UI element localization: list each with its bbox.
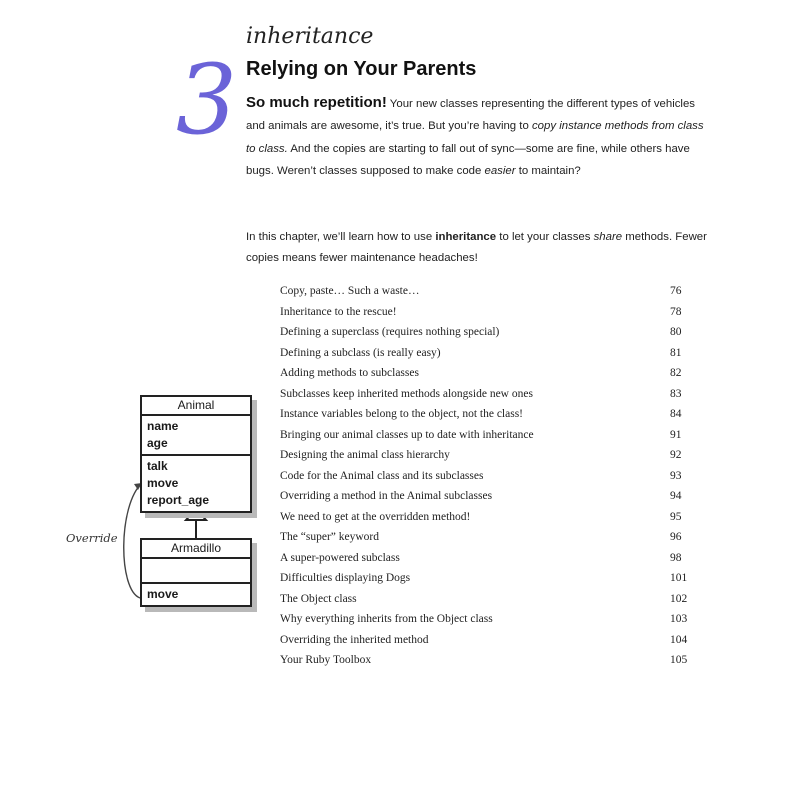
armadillo-methods (142, 584, 250, 605)
toc-entry-page: 95 (670, 510, 682, 523)
toc-entry-page: 82 (670, 367, 682, 379)
method: report_age (147, 493, 210, 507)
toc-entry[interactable] (280, 527, 700, 548)
intro-text: methods. Fewer copies means fewer maintenance headaches! (246, 231, 707, 264)
toc-entry-title: We need to get at the overridden method! (280, 510, 471, 523)
toc-entry[interactable] (280, 302, 700, 323)
animal-attributes (142, 416, 250, 456)
toc-entry-title: Inheritance to the rescue! (280, 305, 397, 318)
toc-entry-page: 94 (670, 490, 682, 502)
attribute: name (147, 419, 179, 433)
toc-entry-title: Your Ruby Toolbox (280, 654, 372, 666)
toc-entry[interactable] (280, 425, 700, 446)
toc-entry-title: Difficulties displaying Dogs (280, 572, 411, 584)
toc-entry-page: 76 (670, 285, 682, 297)
toc-entry-page: 92 (670, 449, 682, 461)
toc-entry-title: Subclasses keep inherited methods alongside new ones (280, 387, 533, 400)
intro-text: to maintain? (515, 165, 581, 178)
toc-entry[interactable] (280, 630, 700, 651)
method: move (147, 587, 179, 601)
chapter-number: 3 (176, 44, 238, 156)
intro-emphasis: easier (484, 165, 516, 178)
toc-entry[interactable] (280, 363, 700, 384)
intro-emphasis: share (593, 231, 623, 243)
intro-paragraph (246, 92, 716, 183)
toc-entry[interactable] (280, 404, 700, 425)
toc-entry-page: 93 (670, 469, 682, 482)
toc-entry-page: 104 (670, 633, 688, 646)
chapter-title: Relying on Your Parents (246, 58, 477, 80)
toc-entry-title: Overriding a method in the Animal subclasses (280, 490, 493, 502)
toc-entry-title: Bringing our animal classes up to date with inheritance (280, 428, 534, 441)
armadillo-class-name: Armadillo (142, 540, 250, 559)
toc-entry-title: The “super” keyword (280, 531, 379, 543)
armadillo-class-box (140, 538, 252, 607)
toc-entry-page: 80 (670, 326, 682, 338)
toc-entry-title: Defining a subclass (is really easy) (280, 346, 441, 359)
toc-entry[interactable] (280, 568, 700, 589)
toc-entry-title: Instance variables belong to the object, not the class! (280, 408, 524, 420)
toc-entry[interactable] (280, 609, 700, 630)
attribute: age (147, 436, 168, 450)
toc-entry-title: Designing the animal class hierarchy (280, 449, 450, 461)
toc-entry-title: Copy, paste… Such a waste… (280, 285, 420, 297)
intro-text: And the copies are starting to fall out of sync—some are fine, while others have bugs. Weren’t classes supposed to make code (246, 142, 690, 178)
intro-text: to let your classes (496, 231, 594, 243)
table-of-contents (280, 281, 700, 671)
toc-entry[interactable] (280, 486, 700, 507)
toc-entry[interactable] (280, 445, 700, 466)
toc-entry-page: 103 (670, 613, 688, 625)
toc-entry[interactable] (280, 281, 700, 302)
toc-entry-title: Overriding the inherited method (280, 633, 429, 646)
method: move (147, 476, 179, 490)
intro-emphasis: copy instance methods from class to class. (246, 120, 704, 155)
intro-lead: So much repetition! (246, 94, 387, 111)
toc-entry-page: 83 (670, 387, 682, 400)
animal-class-name: Animal (142, 397, 250, 416)
toc-entry[interactable] (280, 466, 700, 487)
toc-entry-page: 105 (670, 654, 688, 666)
toc-entry-page: 84 (670, 408, 682, 420)
intro-paragraph-2 (246, 227, 726, 269)
toc-entry[interactable] (280, 507, 700, 528)
intro-strong: inheritance (435, 231, 497, 243)
toc-entry-page: 98 (670, 551, 682, 564)
animal-class-box (140, 395, 252, 513)
toc-entry-page: 101 (670, 572, 688, 584)
toc-entry-page: 78 (670, 305, 682, 318)
toc-entry[interactable] (280, 322, 700, 343)
toc-entry[interactable] (280, 548, 700, 569)
override-label: Override (66, 531, 118, 545)
toc-entry-page: 91 (670, 428, 682, 441)
armadillo-attributes (142, 559, 250, 584)
toc-entry-title: The Object class (280, 592, 357, 605)
toc-entry-page: 81 (670, 346, 682, 359)
chapter-tag: inheritance (246, 24, 374, 49)
toc-entry[interactable] (280, 343, 700, 364)
toc-entry-title: A super-powered subclass (280, 551, 400, 564)
intro-text: Your new classes representing the different types of vehicles and animals are awesome, it’s true. But you’re having to (246, 98, 695, 133)
method: talk (147, 459, 168, 473)
animal-methods (142, 456, 250, 511)
intro-text: In this chapter, we’ll learn how to use (246, 231, 436, 243)
toc-entry-title: Defining a superclass (requires nothing special) (280, 326, 500, 338)
toc-entry-title: Why everything inherits from the Object class (280, 613, 493, 625)
toc-entry[interactable] (280, 589, 700, 610)
toc-entry[interactable] (280, 384, 700, 405)
toc-entry-title: Adding methods to subclasses (280, 367, 419, 379)
toc-entry-page: 96 (670, 531, 682, 543)
toc-entry[interactable] (280, 650, 700, 671)
toc-entry-page: 102 (670, 592, 688, 605)
toc-entry-title: Code for the Animal class and its subclasses (280, 469, 484, 482)
